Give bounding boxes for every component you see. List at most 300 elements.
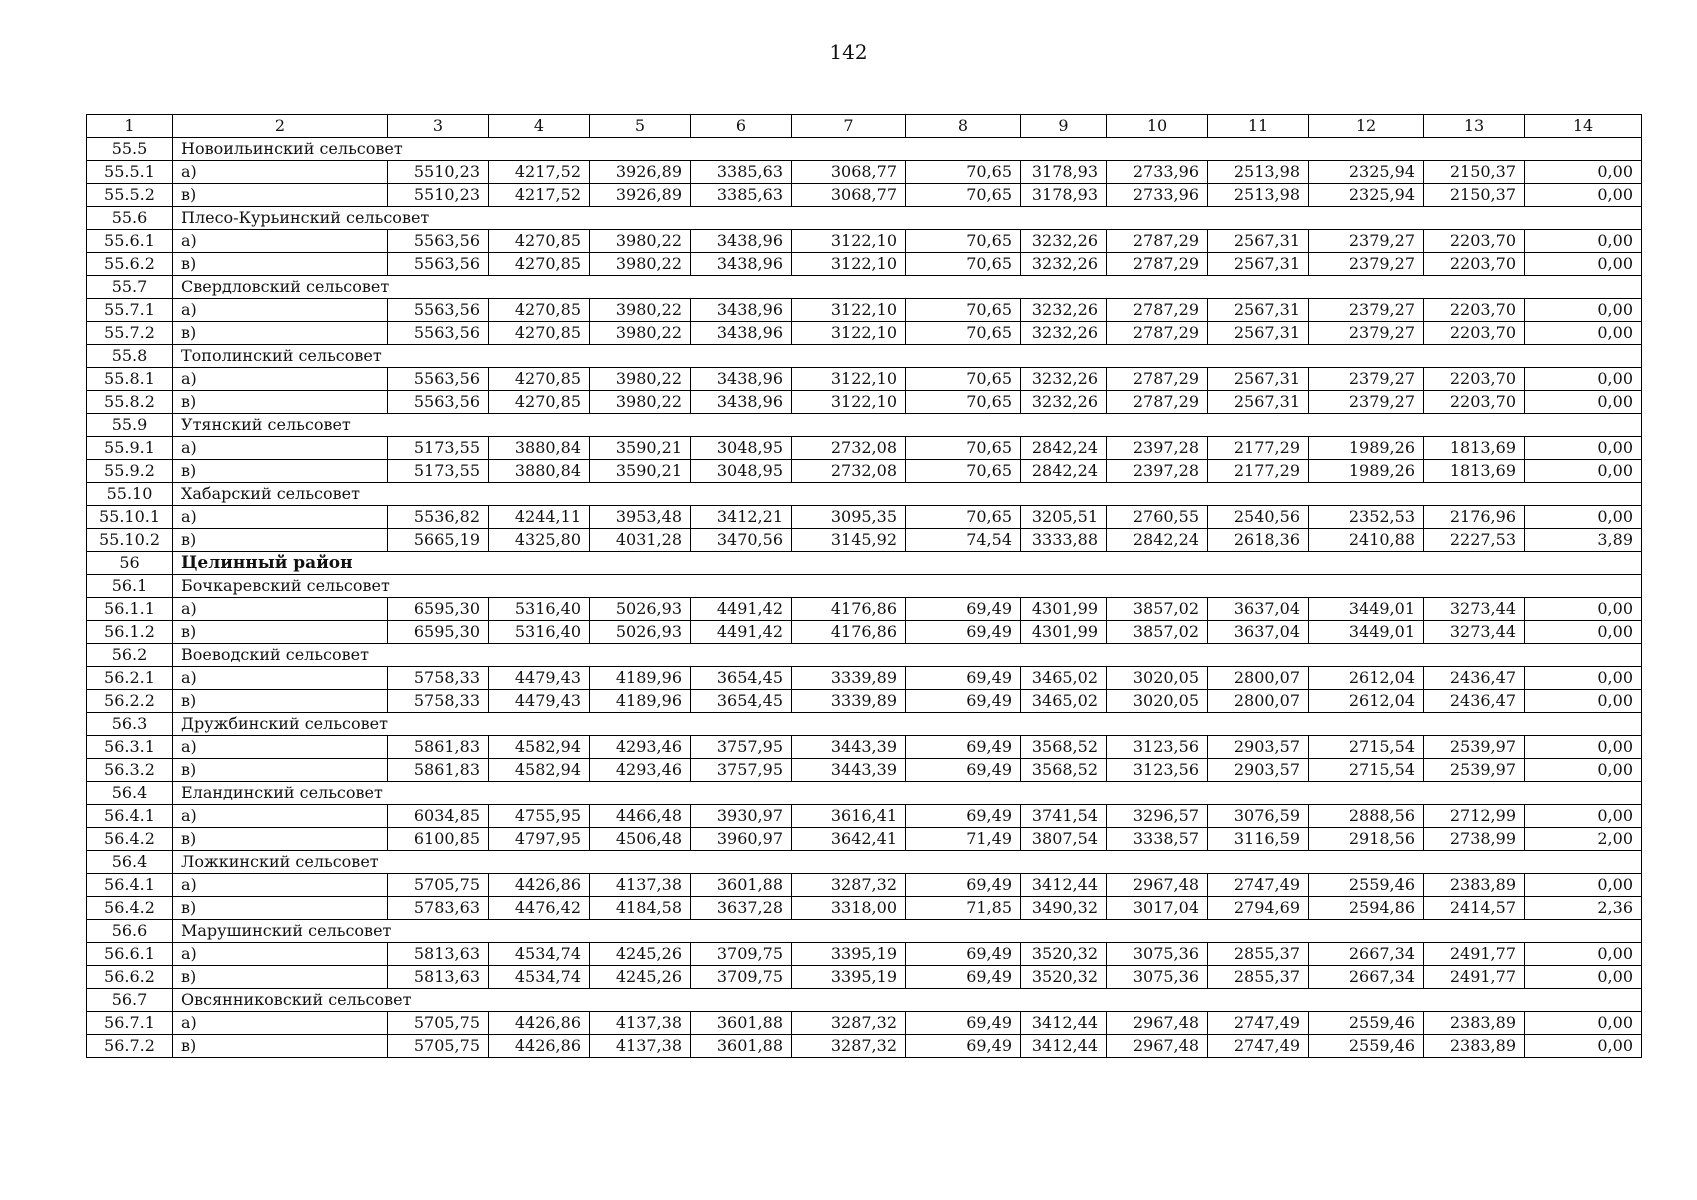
- value-cell: 4506,48: [590, 828, 691, 851]
- value-cell: 4491,42: [691, 621, 792, 644]
- row-number-cell: 56.6.1: [87, 943, 173, 966]
- value-cell: 4137,38: [590, 1035, 691, 1058]
- value-cell: 4270,85: [489, 299, 590, 322]
- value-cell: 2379,27: [1309, 391, 1424, 414]
- row-number-cell: 56.4.2: [87, 828, 173, 851]
- value-cell: 3048,95: [691, 437, 792, 460]
- value-cell: 2618,36: [1208, 529, 1309, 552]
- value-cell: 0,00: [1525, 966, 1642, 989]
- value-cell: 2491,77: [1424, 966, 1525, 989]
- row-label-cell: в): [173, 391, 388, 414]
- section-row: [87, 713, 1642, 736]
- value-cell: 2567,31: [1208, 299, 1309, 322]
- value-cell: 3980,22: [590, 299, 691, 322]
- table-row: [87, 253, 1642, 276]
- section-row: [87, 644, 1642, 667]
- value-cell: 3654,45: [691, 690, 792, 713]
- value-cell: 3116,59: [1208, 828, 1309, 851]
- row-label-cell: а): [173, 161, 388, 184]
- value-cell: 2150,37: [1424, 161, 1525, 184]
- value-cell: 3590,21: [590, 437, 691, 460]
- row-label-cell: в): [173, 184, 388, 207]
- value-cell: 2379,27: [1309, 322, 1424, 345]
- value-cell: 0,00: [1525, 805, 1642, 828]
- section-row: [87, 920, 1642, 943]
- value-cell: 3953,48: [590, 506, 691, 529]
- value-cell: 5510,23: [388, 161, 489, 184]
- value-cell: 3520,32: [1021, 943, 1107, 966]
- value-cell: 2325,94: [1309, 184, 1424, 207]
- column-number-cell: 3: [388, 115, 489, 138]
- value-cell: 3296,57: [1107, 805, 1208, 828]
- value-cell: 3465,02: [1021, 667, 1107, 690]
- value-cell: 4755,95: [489, 805, 590, 828]
- value-cell: 0,00: [1525, 368, 1642, 391]
- value-cell: 4270,85: [489, 322, 590, 345]
- value-cell: 74,54: [906, 529, 1021, 552]
- value-cell: 3980,22: [590, 253, 691, 276]
- value-cell: 2967,48: [1107, 874, 1208, 897]
- value-cell: 2787,29: [1107, 391, 1208, 414]
- value-cell: 3960,97: [691, 828, 792, 851]
- value-cell: 4301,99: [1021, 621, 1107, 644]
- section-name-cell: Свердловский сельсовет: [173, 276, 1642, 299]
- value-cell: 2667,34: [1309, 966, 1424, 989]
- value-cell: 3232,26: [1021, 322, 1107, 345]
- value-cell: 3980,22: [590, 230, 691, 253]
- value-cell: 70,65: [906, 437, 1021, 460]
- row-label-cell: а): [173, 667, 388, 690]
- table-row: [87, 966, 1642, 989]
- section-name-cell: Плесо-Курьинский сельсовет: [173, 207, 1642, 230]
- value-cell: 0,00: [1525, 230, 1642, 253]
- value-cell: 3757,95: [691, 759, 792, 782]
- page-number: 142: [829, 40, 868, 64]
- value-cell: 3385,63: [691, 184, 792, 207]
- value-cell: 4245,26: [590, 966, 691, 989]
- value-cell: 2379,27: [1309, 230, 1424, 253]
- value-cell: 5705,75: [388, 874, 489, 897]
- section-number-cell: 55.8: [87, 345, 173, 368]
- value-cell: 0,00: [1525, 506, 1642, 529]
- value-cell: 70,65: [906, 460, 1021, 483]
- value-cell: 5536,82: [388, 506, 489, 529]
- value-cell: 4582,94: [489, 736, 590, 759]
- value-cell: 4270,85: [489, 391, 590, 414]
- row-number-cell: 55.9.2: [87, 460, 173, 483]
- value-cell: 2967,48: [1107, 1035, 1208, 1058]
- value-cell: 5563,56: [388, 253, 489, 276]
- value-cell: 3568,52: [1021, 759, 1107, 782]
- value-cell: 1813,69: [1424, 437, 1525, 460]
- value-cell: 2787,29: [1107, 230, 1208, 253]
- tariff-table: [86, 114, 1642, 1058]
- row-label-cell: а): [173, 368, 388, 391]
- value-cell: 2383,89: [1424, 874, 1525, 897]
- value-cell: 2567,31: [1208, 391, 1309, 414]
- value-cell: 2787,29: [1107, 253, 1208, 276]
- value-cell: 4426,86: [489, 1012, 590, 1035]
- value-cell: 5665,19: [388, 529, 489, 552]
- value-cell: 2612,04: [1309, 667, 1424, 690]
- value-cell: 2747,49: [1208, 1012, 1309, 1035]
- value-cell: 70,65: [906, 322, 1021, 345]
- row-number-cell: 55.8.2: [87, 391, 173, 414]
- value-cell: 3385,63: [691, 161, 792, 184]
- value-cell: 3123,56: [1107, 759, 1208, 782]
- table-row: [87, 828, 1642, 851]
- value-cell: 70,65: [906, 184, 1021, 207]
- row-label-cell: в): [173, 460, 388, 483]
- table-row: [87, 391, 1642, 414]
- value-cell: 3122,10: [792, 253, 906, 276]
- value-cell: 6034,85: [388, 805, 489, 828]
- value-cell: 2352,53: [1309, 506, 1424, 529]
- value-cell: 0,00: [1525, 391, 1642, 414]
- value-cell: 4293,46: [590, 759, 691, 782]
- section-number-cell: 55.9: [87, 414, 173, 437]
- value-cell: 3205,51: [1021, 506, 1107, 529]
- value-cell: 3980,22: [590, 322, 691, 345]
- value-cell: 3709,75: [691, 966, 792, 989]
- value-cell: 3095,35: [792, 506, 906, 529]
- value-cell: 5173,55: [388, 437, 489, 460]
- row-label-cell: а): [173, 506, 388, 529]
- district-row: [87, 552, 1642, 575]
- value-cell: 2855,37: [1208, 943, 1309, 966]
- section-number-cell: 56.6: [87, 920, 173, 943]
- value-cell: 4217,52: [489, 184, 590, 207]
- value-cell: 2712,99: [1424, 805, 1525, 828]
- row-label-cell: в): [173, 828, 388, 851]
- value-cell: 4176,86: [792, 598, 906, 621]
- value-cell: 69,49: [906, 874, 1021, 897]
- value-cell: 0,00: [1525, 667, 1642, 690]
- value-cell: 4293,46: [590, 736, 691, 759]
- value-cell: 0,00: [1525, 161, 1642, 184]
- section-name-cell: Марушинский сельсовет: [173, 920, 1642, 943]
- value-cell: 2203,70: [1424, 391, 1525, 414]
- value-cell: 69,49: [906, 598, 1021, 621]
- value-cell: 3123,56: [1107, 736, 1208, 759]
- value-cell: 3075,36: [1107, 966, 1208, 989]
- value-cell: 4534,74: [489, 966, 590, 989]
- value-cell: 4270,85: [489, 253, 590, 276]
- value-cell: 2794,69: [1208, 897, 1309, 920]
- value-cell: 2842,24: [1021, 460, 1107, 483]
- section-row: [87, 989, 1642, 1012]
- table-row: [87, 184, 1642, 207]
- section-name-cell: Новоильинский сельсовет: [173, 138, 1642, 161]
- value-cell: 1989,26: [1309, 437, 1424, 460]
- row-number-cell: 55.10.2: [87, 529, 173, 552]
- value-cell: 2410,88: [1309, 529, 1424, 552]
- value-cell: 5861,83: [388, 736, 489, 759]
- value-cell: 5813,63: [388, 943, 489, 966]
- value-cell: 3068,77: [792, 161, 906, 184]
- value-cell: 5026,93: [590, 621, 691, 644]
- value-cell: 2733,96: [1107, 184, 1208, 207]
- value-cell: 5705,75: [388, 1035, 489, 1058]
- value-cell: 69,49: [906, 943, 1021, 966]
- value-cell: 3145,92: [792, 529, 906, 552]
- value-cell: 3339,89: [792, 667, 906, 690]
- section-name-cell: Утянский сельсовет: [173, 414, 1642, 437]
- value-cell: 2667,34: [1309, 943, 1424, 966]
- value-cell: 69,49: [906, 966, 1021, 989]
- value-cell: 3048,95: [691, 460, 792, 483]
- value-cell: 3709,75: [691, 943, 792, 966]
- value-cell: 2559,46: [1309, 1012, 1424, 1035]
- value-cell: 3178,93: [1021, 184, 1107, 207]
- row-number-cell: 56.4.2: [87, 897, 173, 920]
- column-number-cell: 11: [1208, 115, 1309, 138]
- row-label-cell: в): [173, 1035, 388, 1058]
- value-cell: 0,00: [1525, 437, 1642, 460]
- section-number-cell: 56.1: [87, 575, 173, 598]
- section-number-cell: 55.7: [87, 276, 173, 299]
- value-cell: 4479,43: [489, 667, 590, 690]
- value-cell: 0,00: [1525, 598, 1642, 621]
- value-cell: 0,00: [1525, 1035, 1642, 1058]
- row-label-cell: а): [173, 598, 388, 621]
- table-row: [87, 322, 1642, 345]
- value-cell: 5026,93: [590, 598, 691, 621]
- row-number-cell: 56.4.1: [87, 874, 173, 897]
- table-row: [87, 368, 1642, 391]
- value-cell: 3232,26: [1021, 368, 1107, 391]
- value-cell: 3075,36: [1107, 943, 1208, 966]
- value-cell: 3333,88: [1021, 529, 1107, 552]
- table-row: [87, 529, 1642, 552]
- value-cell: 3017,04: [1107, 897, 1208, 920]
- value-cell: 3520,32: [1021, 966, 1107, 989]
- value-cell: 3590,21: [590, 460, 691, 483]
- district-name-cell: Целинный район: [173, 552, 1642, 575]
- value-cell: 3122,10: [792, 368, 906, 391]
- value-cell: 5563,56: [388, 322, 489, 345]
- value-cell: 5705,75: [388, 1012, 489, 1035]
- value-cell: 5861,83: [388, 759, 489, 782]
- table-row: [87, 690, 1642, 713]
- value-cell: 2,00: [1525, 828, 1642, 851]
- value-cell: 0,00: [1525, 460, 1642, 483]
- value-cell: 2397,28: [1107, 437, 1208, 460]
- table-row: [87, 230, 1642, 253]
- district-number-cell: 56: [87, 552, 173, 575]
- row-label-cell: в): [173, 253, 388, 276]
- value-cell: 69,49: [906, 667, 1021, 690]
- value-cell: 2436,47: [1424, 690, 1525, 713]
- value-cell: 2540,56: [1208, 506, 1309, 529]
- value-cell: 0,00: [1525, 322, 1642, 345]
- row-label-cell: в): [173, 897, 388, 920]
- value-cell: 70,65: [906, 368, 1021, 391]
- value-cell: 3339,89: [792, 690, 906, 713]
- section-name-cell: Хабарский сельсовет: [173, 483, 1642, 506]
- row-number-cell: 55.7.2: [87, 322, 173, 345]
- value-cell: 3287,32: [792, 1035, 906, 1058]
- value-cell: 3232,26: [1021, 391, 1107, 414]
- value-cell: 2738,99: [1424, 828, 1525, 851]
- value-cell: 5813,63: [388, 966, 489, 989]
- value-cell: 3490,32: [1021, 897, 1107, 920]
- section-name-cell: Бочкаревский сельсовет: [173, 575, 1642, 598]
- row-label-cell: а): [173, 943, 388, 966]
- value-cell: 3273,44: [1424, 598, 1525, 621]
- row-label-cell: а): [173, 1012, 388, 1035]
- value-cell: 3,89: [1525, 529, 1642, 552]
- row-number-cell: 56.2.1: [87, 667, 173, 690]
- value-cell: 3616,41: [792, 805, 906, 828]
- value-cell: 3443,39: [792, 759, 906, 782]
- value-cell: 6100,85: [388, 828, 489, 851]
- row-label-cell: а): [173, 874, 388, 897]
- value-cell: 3449,01: [1309, 598, 1424, 621]
- value-cell: 2491,77: [1424, 943, 1525, 966]
- value-cell: 2203,70: [1424, 368, 1525, 391]
- value-cell: 3232,26: [1021, 230, 1107, 253]
- value-cell: 2559,46: [1309, 874, 1424, 897]
- value-cell: 3449,01: [1309, 621, 1424, 644]
- column-number-cell: 4: [489, 115, 590, 138]
- value-cell: 2594,86: [1309, 897, 1424, 920]
- value-cell: 3395,19: [792, 966, 906, 989]
- value-cell: 2383,89: [1424, 1012, 1525, 1035]
- row-number-cell: 56.2.2: [87, 690, 173, 713]
- value-cell: 2567,31: [1208, 322, 1309, 345]
- row-label-cell: в): [173, 529, 388, 552]
- section-row: [87, 782, 1642, 805]
- value-cell: 3642,41: [792, 828, 906, 851]
- row-number-cell: 55.9.1: [87, 437, 173, 460]
- value-cell: 3232,26: [1021, 253, 1107, 276]
- value-cell: 2918,56: [1309, 828, 1424, 851]
- value-cell: 2203,70: [1424, 230, 1525, 253]
- value-cell: 4582,94: [489, 759, 590, 782]
- value-cell: 2787,29: [1107, 322, 1208, 345]
- row-label-cell: в): [173, 322, 388, 345]
- value-cell: 4325,80: [489, 529, 590, 552]
- value-cell: 2732,08: [792, 437, 906, 460]
- section-number-cell: 56.7: [87, 989, 173, 1012]
- value-cell: 2800,07: [1208, 690, 1309, 713]
- column-number-cell: 5: [590, 115, 691, 138]
- row-label-cell: а): [173, 736, 388, 759]
- value-cell: 4479,43: [489, 690, 590, 713]
- section-row: [87, 851, 1642, 874]
- value-cell: 2715,54: [1309, 736, 1424, 759]
- value-cell: 2177,29: [1208, 437, 1309, 460]
- value-cell: 3637,04: [1208, 621, 1309, 644]
- value-cell: 3741,54: [1021, 805, 1107, 828]
- value-cell: 0,00: [1525, 184, 1642, 207]
- value-cell: 3412,21: [691, 506, 792, 529]
- value-cell: 2747,49: [1208, 874, 1309, 897]
- value-cell: 2,36: [1525, 897, 1642, 920]
- value-cell: 70,65: [906, 253, 1021, 276]
- row-number-cell: 56.1.1: [87, 598, 173, 621]
- header-row: [87, 115, 1642, 138]
- value-cell: 3980,22: [590, 391, 691, 414]
- section-number-cell: 56.4: [87, 851, 173, 874]
- value-cell: 3122,10: [792, 391, 906, 414]
- row-number-cell: 56.3.2: [87, 759, 173, 782]
- row-number-cell: 56.4.1: [87, 805, 173, 828]
- value-cell: 4189,96: [590, 667, 691, 690]
- value-cell: 2379,27: [1309, 253, 1424, 276]
- value-cell: 3601,88: [691, 1012, 792, 1035]
- value-cell: 1813,69: [1424, 460, 1525, 483]
- value-cell: 0,00: [1525, 874, 1642, 897]
- value-cell: 4301,99: [1021, 598, 1107, 621]
- value-cell: 69,49: [906, 1012, 1021, 1035]
- value-cell: 3601,88: [691, 874, 792, 897]
- value-cell: 4244,11: [489, 506, 590, 529]
- value-cell: 3857,02: [1107, 621, 1208, 644]
- value-cell: 2539,97: [1424, 736, 1525, 759]
- value-cell: 4534,74: [489, 943, 590, 966]
- value-cell: 4217,52: [489, 161, 590, 184]
- column-number-cell: 14: [1525, 115, 1642, 138]
- value-cell: 2903,57: [1208, 759, 1309, 782]
- value-cell: 4189,96: [590, 690, 691, 713]
- value-cell: 2733,96: [1107, 161, 1208, 184]
- value-cell: 4426,86: [489, 1035, 590, 1058]
- value-cell: 0,00: [1525, 690, 1642, 713]
- value-cell: 2903,57: [1208, 736, 1309, 759]
- value-cell: 2397,28: [1107, 460, 1208, 483]
- value-cell: 2513,98: [1208, 161, 1309, 184]
- row-number-cell: 55.5.2: [87, 184, 173, 207]
- row-number-cell: 56.3.1: [87, 736, 173, 759]
- value-cell: 3287,32: [792, 874, 906, 897]
- value-cell: 2855,37: [1208, 966, 1309, 989]
- section-name-cell: Воеводский сельсовет: [173, 644, 1642, 667]
- row-number-cell: 55.8.1: [87, 368, 173, 391]
- value-cell: 6595,30: [388, 598, 489, 621]
- row-label-cell: в): [173, 759, 388, 782]
- value-cell: 69,49: [906, 1035, 1021, 1058]
- value-cell: 2227,53: [1424, 529, 1525, 552]
- table-row: [87, 460, 1642, 483]
- table-row: [87, 299, 1642, 322]
- table-row: [87, 805, 1642, 828]
- row-label-cell: а): [173, 805, 388, 828]
- value-cell: 4491,42: [691, 598, 792, 621]
- section-name-cell: Тополинский сельсовет: [173, 345, 1642, 368]
- value-cell: 3926,89: [590, 161, 691, 184]
- value-cell: 5783,63: [388, 897, 489, 920]
- row-label-cell: а): [173, 230, 388, 253]
- value-cell: 3807,54: [1021, 828, 1107, 851]
- value-cell: 70,65: [906, 161, 1021, 184]
- section-row: [87, 276, 1642, 299]
- value-cell: 3880,84: [489, 437, 590, 460]
- section-number-cell: 56.2: [87, 644, 173, 667]
- value-cell: 2513,98: [1208, 184, 1309, 207]
- section-name-cell: Дружбинский сельсовет: [173, 713, 1642, 736]
- column-number-cell: 12: [1309, 115, 1424, 138]
- row-number-cell: 55.10.1: [87, 506, 173, 529]
- value-cell: 0,00: [1525, 253, 1642, 276]
- value-cell: 4426,86: [489, 874, 590, 897]
- table-row: [87, 598, 1642, 621]
- value-cell: 69,49: [906, 759, 1021, 782]
- value-cell: 3338,57: [1107, 828, 1208, 851]
- value-cell: 3076,59: [1208, 805, 1309, 828]
- value-cell: 70,65: [906, 299, 1021, 322]
